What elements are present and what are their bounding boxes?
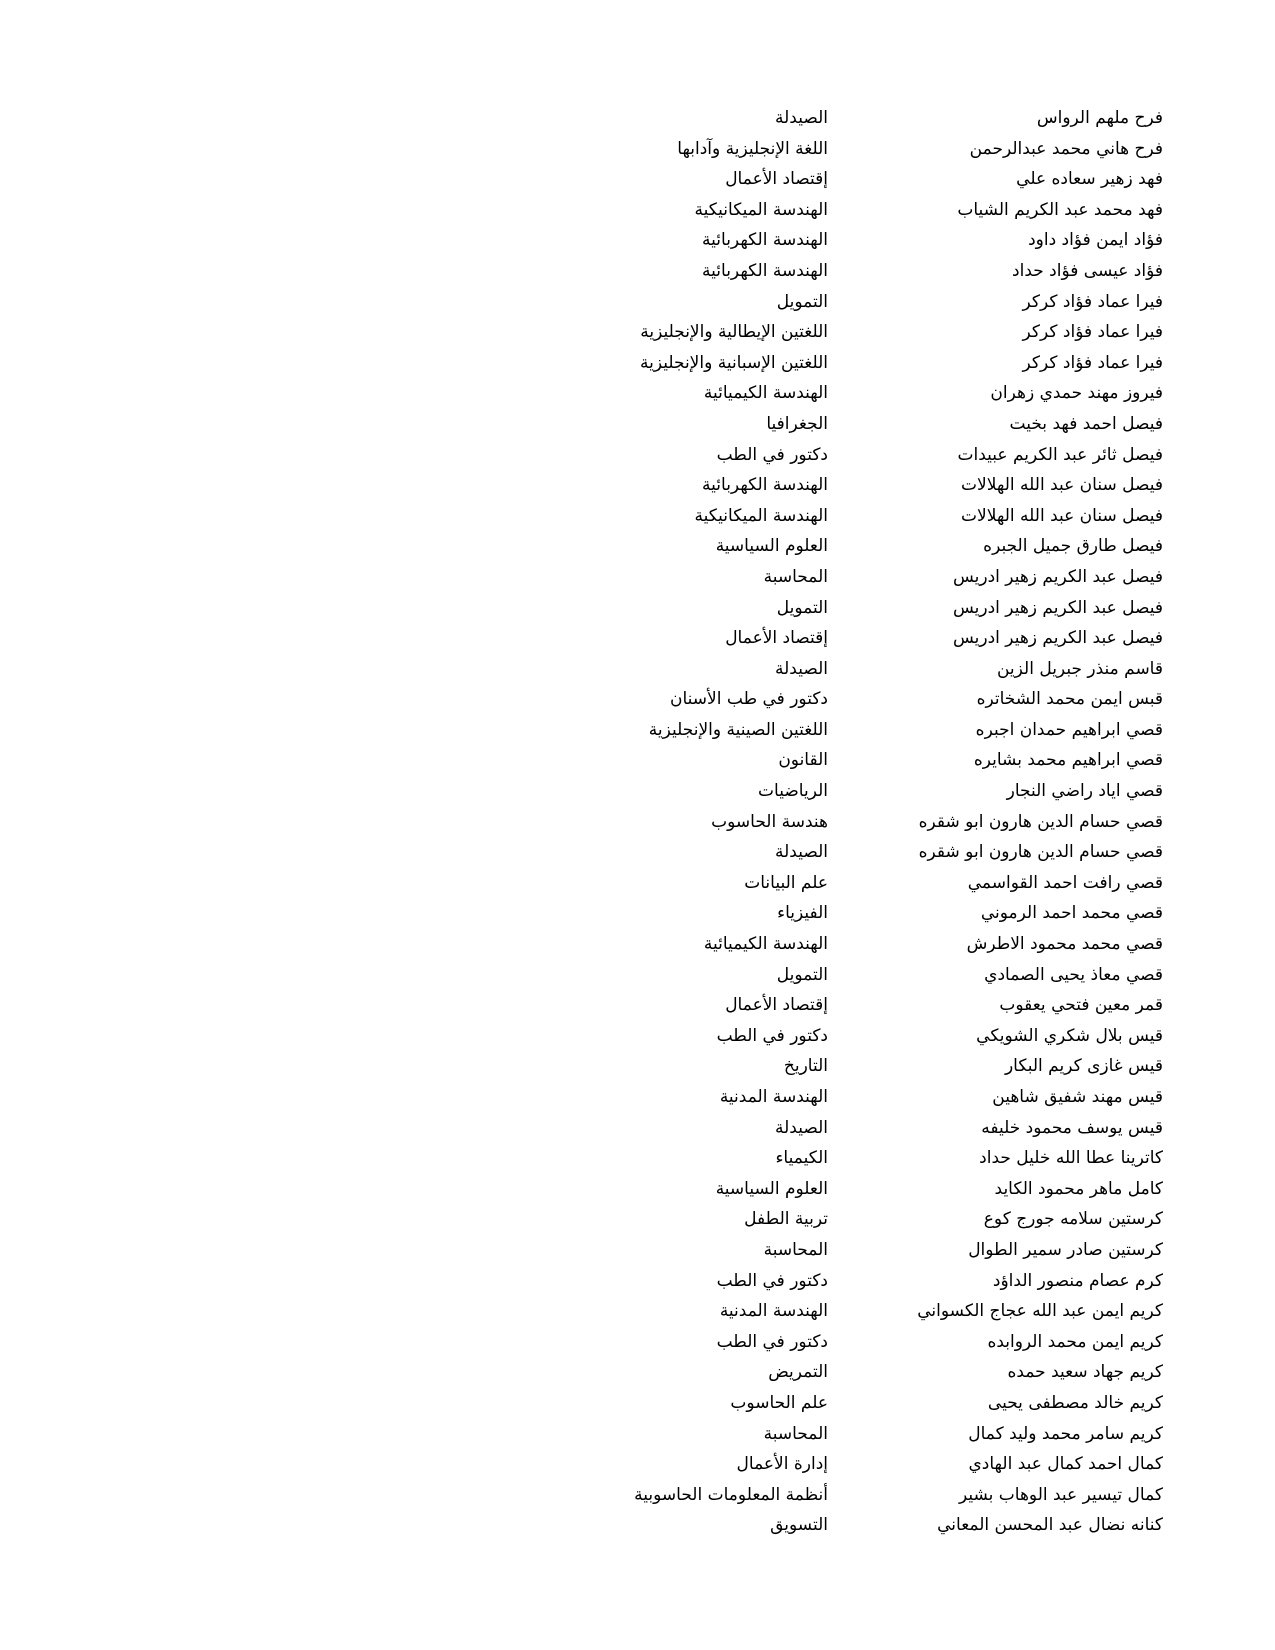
- major-label: الهندسة الكهربائية: [702, 475, 828, 496]
- student-name: فرح هاني محمد عبدالرحمن: [969, 138, 1163, 159]
- directory-row: [0, 1449, 1275, 1480]
- major-label: العلوم السياسية: [715, 536, 828, 557]
- student-name: فيرا عماد فؤاد كركر: [1022, 322, 1163, 343]
- major-label: الكيمياء: [775, 1148, 828, 1169]
- directory-row: [0, 776, 1275, 807]
- student-name: كرستين صادر سمير الطوال: [968, 1239, 1163, 1260]
- directory-row: [0, 195, 1275, 226]
- major-label: التمريض: [768, 1362, 828, 1383]
- student-name: قصي اياد راضي النجار: [1006, 781, 1163, 802]
- major-label: اللغة الإنجليزية وآدابها: [677, 138, 828, 159]
- directory-row: [0, 378, 1275, 409]
- major-label: المحاسبة: [763, 1239, 828, 1260]
- student-name: فيصل سنان عبد الله الهلالات: [961, 475, 1163, 496]
- major-label: الهندسة الميكانيكية: [694, 505, 828, 526]
- student-name: كريم ايمن محمد الروابده: [987, 1331, 1163, 1352]
- major-label: العلوم السياسية: [715, 1178, 828, 1199]
- major-label: الهندسة المدنية: [719, 1301, 828, 1322]
- major-label: المحاسبة: [763, 566, 828, 587]
- directory-row: [0, 929, 1275, 960]
- student-name: كريم جهاد سعيد حمده: [1007, 1362, 1163, 1383]
- directory-row: [0, 409, 1275, 440]
- student-name: فؤاد ايمن فؤاد داود: [1028, 230, 1163, 251]
- student-name: قمر معين فتحي يعقوب: [999, 995, 1163, 1016]
- directory-row: [0, 256, 1275, 287]
- student-name: فيصل ثائر عبد الكريم عبيدات: [957, 444, 1163, 465]
- directory-row: [0, 654, 1275, 685]
- student-name: كريم سامر محمد وليد كمال: [968, 1423, 1163, 1444]
- student-name: فيروز مهند حمدي زهران: [990, 383, 1163, 404]
- major-label: التمويل: [776, 964, 828, 985]
- major-label: الهندسة الميكانيكية: [694, 199, 828, 220]
- directory-row: [0, 1174, 1275, 1205]
- major-label: الصيدلة: [775, 658, 828, 679]
- major-label: علم البيانات: [744, 872, 828, 893]
- major-label: الهندسة المدنية: [719, 1087, 828, 1107]
- student-name: قيس بلال شكري الشويكي: [976, 1025, 1163, 1046]
- directory-row: [0, 1480, 1275, 1511]
- major-label: الهندسة الكهربائية: [702, 260, 828, 281]
- major-label: التسويق: [770, 1515, 828, 1536]
- major-label: الصيدلة: [775, 842, 828, 863]
- major-label: إقتصاد الأعمال: [725, 995, 828, 1016]
- student-name: كمال تيسير عبد الوهاب بشير: [958, 1484, 1163, 1505]
- major-label: الفيزياء: [777, 903, 828, 924]
- major-label: التمويل: [776, 597, 828, 618]
- student-name: قيس مهند شفيق شاهين: [992, 1087, 1163, 1107]
- major-label: إقتصاد الأعمال: [725, 169, 828, 190]
- directory-row: [0, 1266, 1275, 1297]
- directory-row: [0, 440, 1275, 471]
- major-label: الهندسة الكيميائية: [703, 934, 828, 955]
- directory-row: [0, 990, 1275, 1021]
- major-label: أنظمة المعلومات الحاسوبية: [634, 1484, 828, 1505]
- directory-row: [0, 1235, 1275, 1266]
- major-label: الرياضيات: [758, 781, 828, 802]
- major-label: الجغرافيا: [766, 413, 828, 434]
- student-name: كنانه نضال عبد المحسن المعاني: [937, 1515, 1163, 1536]
- directory-row: [0, 745, 1275, 776]
- directory-row: [0, 348, 1275, 379]
- student-name: قصي ابراهيم محمد بشايره: [973, 750, 1163, 771]
- student-name: فهد محمد عبد الكريم الشياب: [957, 199, 1163, 220]
- major-label: دكتور في الطب: [716, 1025, 828, 1046]
- student-name: كاترينا عطا الله خليل حداد: [979, 1148, 1163, 1169]
- major-label: اللغتين الإيطالية والإنجليزية: [640, 322, 828, 343]
- major-label: تربية الطفل: [744, 1209, 828, 1230]
- directory-row: [0, 807, 1275, 838]
- major-label: الصيدلة: [775, 1117, 828, 1138]
- student-name: قصي ابراهيم حمدان اجبره: [975, 719, 1163, 740]
- student-name: قصي رافت احمد القواسمي: [967, 872, 1163, 893]
- directory-row: [0, 1082, 1275, 1113]
- directory-row: [0, 623, 1275, 654]
- major-label: اللغتين الصينية والإنجليزية: [648, 719, 828, 740]
- major-label: دكتور في الطب: [716, 1270, 828, 1291]
- directory-row: [0, 868, 1275, 899]
- major-label: التمويل: [776, 291, 828, 312]
- major-label: اللغتين الإسبانية والإنجليزية: [639, 352, 828, 373]
- student-name: كريم ايمن عبد الله عجاج الكسواني: [917, 1301, 1163, 1322]
- directory-row: [0, 134, 1275, 165]
- directory-row: [0, 593, 1275, 624]
- major-label: المحاسبة: [763, 1423, 828, 1444]
- student-name: كمال احمد كمال عبد الهادي: [968, 1454, 1163, 1475]
- major-label: علم الحاسوب: [730, 1392, 828, 1413]
- student-name: فيصل عبد الكريم زهير ادريس: [953, 597, 1163, 618]
- directory-row: [0, 1388, 1275, 1419]
- student-name: قصي معاذ يحيى الصمادي: [984, 964, 1163, 985]
- student-name: كرم عصام منصور الداؤد: [992, 1270, 1163, 1291]
- directory-row: [0, 1510, 1275, 1541]
- directory-row: [0, 715, 1275, 746]
- directory-row: [0, 1357, 1275, 1388]
- major-label: دكتور في الطب: [716, 444, 828, 465]
- directory-row: [0, 562, 1275, 593]
- directory-row: [0, 317, 1275, 348]
- directory-row: [0, 287, 1275, 318]
- directory-row: [0, 531, 1275, 562]
- major-label: الهندسة الكيميائية: [703, 383, 828, 404]
- directory-row: [0, 1327, 1275, 1358]
- student-name: قصي محمد محمود الاطرش: [966, 934, 1163, 955]
- major-label: دكتور في طب الأسنان: [670, 689, 828, 710]
- student-name: قصي حسام الدين هارون ابو شقره: [918, 811, 1163, 832]
- major-label: الهندسة الكهربائية: [702, 230, 828, 251]
- directory-list: [0, 103, 1275, 1541]
- directory-row: [0, 103, 1275, 134]
- student-name: فيرا عماد فؤاد كركر: [1022, 291, 1163, 312]
- student-name: فيصل عبد الكريم زهير ادريس: [953, 566, 1163, 587]
- directory-row: [0, 684, 1275, 715]
- student-name: فيصل سنان عبد الله الهلالات: [961, 505, 1163, 526]
- student-name: فيصل احمد فهد بخيت: [1009, 413, 1163, 434]
- student-name: كامل ماهر محمود الكايد: [994, 1178, 1163, 1199]
- student-name: فهد زهير سعاده علي: [1016, 169, 1163, 190]
- directory-row: [0, 225, 1275, 256]
- student-name: قصي حسام الدين هارون ابو شقره: [918, 842, 1163, 863]
- directory-row: [0, 837, 1275, 868]
- directory-row: [0, 1021, 1275, 1052]
- major-label: التاريخ: [783, 1056, 828, 1077]
- student-name: كرستين سلامه جورج كوع: [983, 1209, 1163, 1230]
- directory-row: [0, 501, 1275, 532]
- directory-row: [0, 470, 1275, 501]
- student-name: قيس يوسف محمود خليفه: [981, 1117, 1163, 1138]
- directory-row: [0, 164, 1275, 195]
- directory-row: [0, 1143, 1275, 1174]
- student-name: فؤاد عيسى فؤاد حداد: [1012, 260, 1163, 281]
- student-name: كريم خالد مصطفى يحيى: [987, 1392, 1163, 1413]
- directory-row: [0, 1419, 1275, 1450]
- student-name: فيصل طارق جميل الجبره: [983, 536, 1163, 557]
- student-name: قصي محمد احمد الرموني: [980, 903, 1163, 924]
- student-name: فيرا عماد فؤاد كركر: [1022, 352, 1163, 373]
- directory-row: [0, 1051, 1275, 1082]
- directory-row: [0, 898, 1275, 929]
- student-name: فرح ملهم الرواس: [1036, 108, 1163, 128]
- directory-row: [0, 1113, 1275, 1144]
- directory-row: [0, 1296, 1275, 1327]
- major-label: الصيدلة: [775, 108, 828, 128]
- student-name: قيس غازى كريم البكار: [1004, 1056, 1163, 1077]
- student-name: فيصل عبد الكريم زهير ادريس: [953, 628, 1163, 649]
- directory-row: [0, 960, 1275, 991]
- major-label: القانون: [778, 750, 828, 771]
- major-label: هندسة الحاسوب: [711, 811, 828, 832]
- student-name: قبس ايمن محمد الشخاتره: [976, 689, 1163, 710]
- student-name: قاسم منذر جبريل الزين: [996, 658, 1163, 679]
- major-label: إدارة الأعمال: [736, 1454, 828, 1475]
- directory-row: [0, 1204, 1275, 1235]
- major-label: إقتصاد الأعمال: [725, 628, 828, 649]
- major-label: دكتور في الطب: [716, 1331, 828, 1352]
